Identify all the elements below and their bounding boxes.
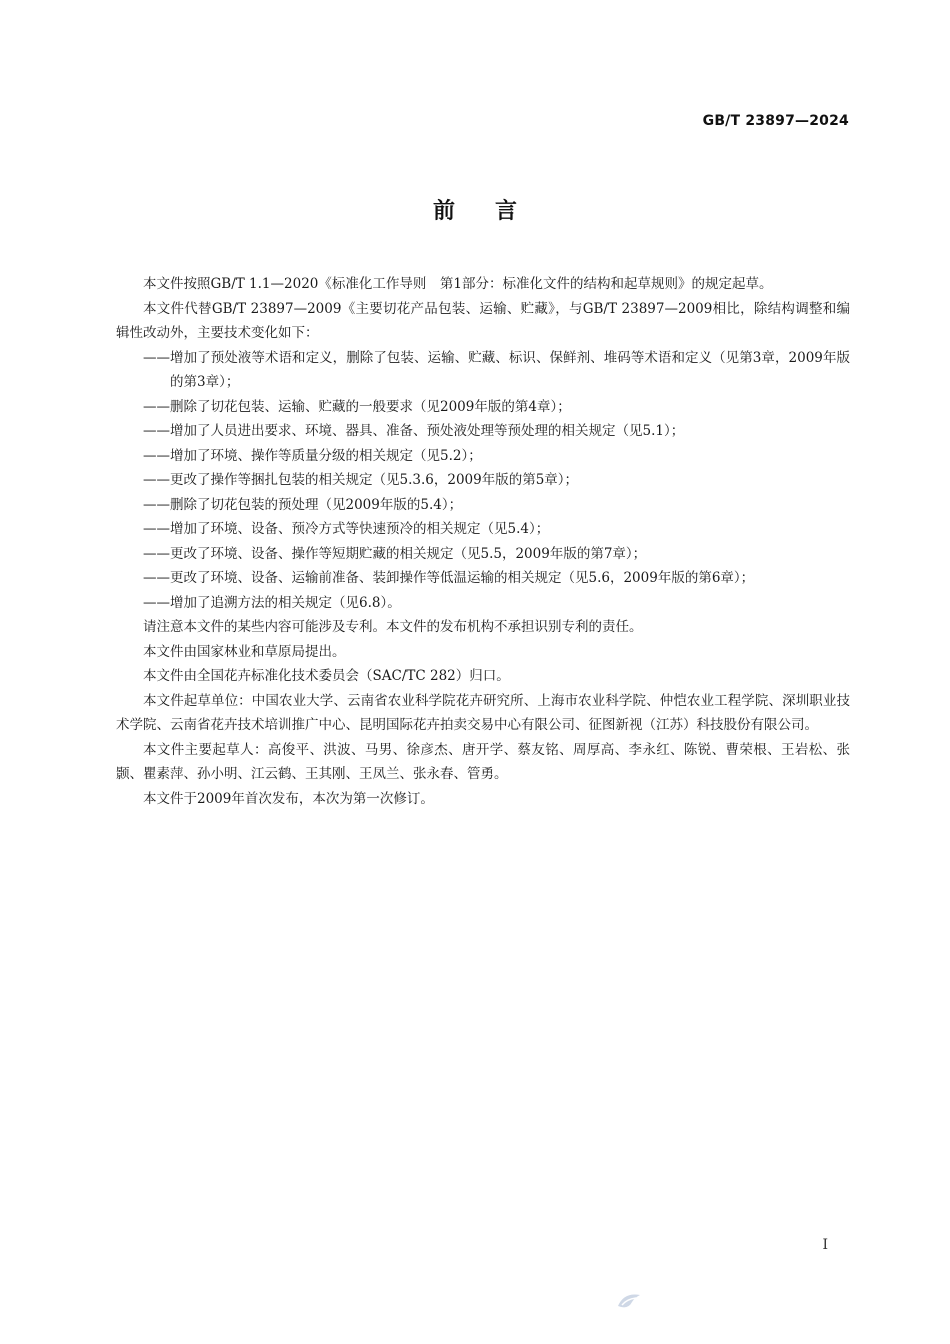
change-item: ——更改了环境、设备、运输前准备、装卸操作等低温运输的相关规定（见5.6，2009年版的第6章）； [143, 570, 755, 586]
paragraph-drafting-rules: 本文件按照GB/T 1.1—2020《标准化工作导则 第1部分：标准化文件的结构和起草规则》的规定起草。 [143, 276, 773, 292]
standard-number: GB/T 23897—2024 [702, 113, 849, 129]
change-item: ——增加了预处液等术语和定义，删除了包装、运输、贮藏、标识、保鲜剂、堆码等术语和定义（见第3章，2009年版的第3章）； [143, 349, 850, 390]
change-item: ——增加了环境、操作等质量分级的相关规定（见5.2）； [143, 447, 482, 464]
change-item: ——删除了切花包装的预处理（见2009年版的5.4）； [143, 496, 463, 513]
paragraph-drafting-units: 本文件起草单位：中国农业大学、云南省农业科学院花卉研究所、上海市农业科学院、仲恺农业工程学院、深圳职业技术学院、云南省花卉技术培训推广中心、昆明国际花卉拍卖交易中心有限公司、征图新视（江苏）科技股份有限公司。 [116, 692, 850, 733]
change-item: ——更改了操作等捆扎包装的相关规定（见5.3.6，2009年版的第5章）； [143, 472, 579, 488]
paragraph-history: 本文件于2009年首次发布，本次为第一次修订。 [143, 790, 434, 807]
paragraph-patent-notice: 请注意本文件的某些内容可能涉及专利。本文件的发布机构不承担识别专利的责任。 [143, 619, 643, 635]
change-item: ——增加了环境、设备、预冷方式等快速预冷的相关规定（见5.4）； [143, 521, 550, 537]
paragraph-drafters: 本文件主要起草人：高俊平、洪波、马男、徐彦杰、唐开学、蔡友铭、周厚高、李永红、陈锐、曹荣根、王岩松、张颢、瞿素萍、孙小明、江云鹤、王其刚、王凤兰、张永春、管勇。 [116, 741, 850, 782]
paragraph-replacement: 本文件代替GB/T 23897—2009《主要切花产品包装、运输、贮藏》，与GB/T 23897—2009相比，除结构调整和编辑性改动外，主要技术变化如下： [116, 300, 850, 341]
change-item: ——更改了环境、设备、操作等短期贮藏的相关规定（见5.5，2009年版的第7章）； [143, 545, 647, 562]
page-number: I [822, 1237, 828, 1253]
page-title: 前言 [432, 199, 557, 224]
change-item: ——增加了追溯方法的相关规定（见6.8）。 [143, 594, 401, 611]
change-item: ——删除了切花包装、运输、贮藏的一般要求（见2009年版的第4章）； [143, 398, 571, 415]
change-item: ——增加了人员进出要求、环境、器具、准备、预处液处理等预处理的相关规定（见5.1）； [143, 423, 685, 439]
paragraph-committee: 本文件由全国花卉标准化技术委员会（SAC/TC 282）归口。 [143, 668, 510, 684]
paragraph-proposer: 本文件由国家林业和草原局提出。 [143, 643, 346, 660]
sac-logo-icon [614, 1290, 644, 1312]
document-body [116, 272, 850, 811]
